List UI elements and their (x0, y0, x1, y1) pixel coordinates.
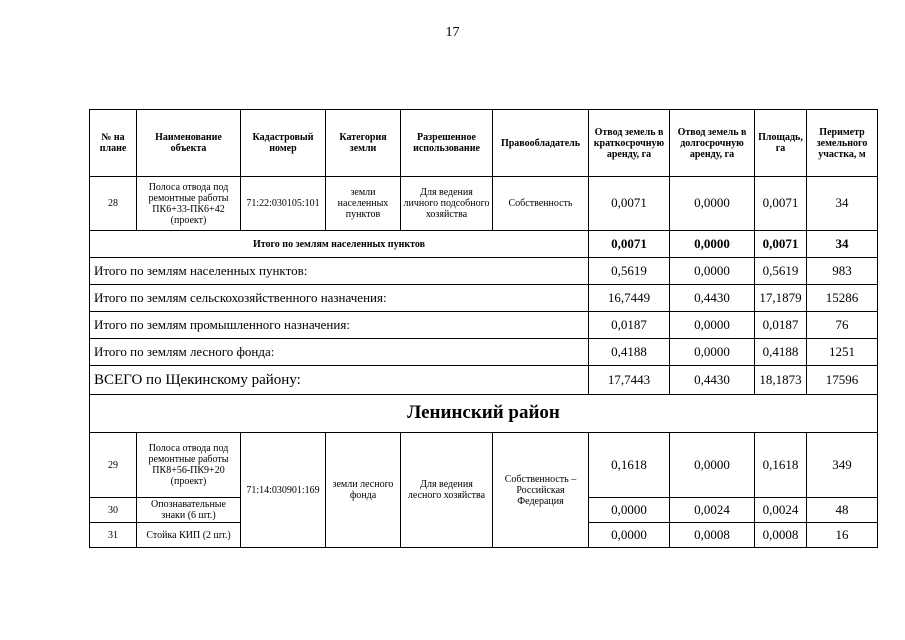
header-category: Категория земли (326, 110, 401, 177)
page-number: 17 (445, 25, 460, 40)
row-permitted-use: Для ведения личного подсобного хозяйства (401, 177, 493, 231)
total-area: 0,0187 (755, 312, 807, 339)
row-long-lease: 0,0008 (670, 523, 755, 548)
district-title: Ленинский район (90, 395, 878, 433)
row-num: 29 (90, 433, 137, 498)
header-short-lease: Отвод земель в краткосрочную аренду, га (589, 110, 670, 177)
header-area: Площадь, га (755, 110, 807, 177)
total-row (90, 285, 878, 312)
row-owner: Собственность (493, 177, 589, 231)
total-long-lease: 0,4430 (670, 285, 755, 312)
row-area: 0,0008 (755, 523, 807, 548)
total-area: 0,5619 (755, 258, 807, 285)
row-area: 0,1618 (755, 433, 807, 498)
header-name: Наименование объекта (137, 110, 241, 177)
row-long-lease: 0,0024 (670, 498, 755, 523)
row-long-lease: 0,0000 (670, 177, 755, 231)
grand-total-label: ВСЕГО по Щекинскому району: (90, 366, 589, 395)
grand-total-area: 18,1873 (755, 366, 807, 395)
group-owner: Собственность – Российская Федерация (493, 433, 589, 548)
row-perimeter: 16 (807, 523, 878, 548)
total-row (90, 339, 878, 366)
subtotal-row (90, 231, 878, 258)
row-short-lease: 0,0071 (589, 177, 670, 231)
total-perimeter: 983 (807, 258, 878, 285)
header-long-lease: Отвод земель в долгосрочную аренду, га (670, 110, 755, 177)
row-name: Полоса отвода под ремонтные работы ПК8+56-ПК9+20 (проект) (137, 433, 241, 498)
subtotal-label: Итого по землям населенных пунктов (90, 231, 589, 258)
row-area: 0,0071 (755, 177, 807, 231)
row-name: Стойка КИП (2 шт.) (137, 523, 241, 548)
total-area: 0,4188 (755, 339, 807, 366)
total-short-lease: 0,4188 (589, 339, 670, 366)
grand-total-short-lease: 17,7443 (589, 366, 670, 395)
row-short-lease: 0,0000 (589, 523, 670, 548)
grand-total-row (90, 366, 878, 395)
group-cadastral: 71:14:030901:169 (241, 433, 326, 548)
header-num: № на плане (90, 110, 137, 177)
district-row (90, 395, 878, 433)
total-long-lease: 0,0000 (670, 258, 755, 285)
row-area: 0,0024 (755, 498, 807, 523)
grand-total-long-lease: 0,4430 (670, 366, 755, 395)
subtotal-long-lease: 0,0000 (670, 231, 755, 258)
land-allocation-table (89, 109, 878, 548)
row-perimeter: 349 (807, 433, 878, 498)
total-short-lease: 16,7449 (589, 285, 670, 312)
total-perimeter: 1251 (807, 339, 878, 366)
header-cadastral: Кадастровый номер (241, 110, 326, 177)
total-area: 17,1879 (755, 285, 807, 312)
total-row (90, 312, 878, 339)
total-label: Итого по землям сельскохозяйственного назначения: (90, 285, 589, 312)
row-cadastral: 71:22:030105:101 (241, 177, 326, 231)
row-perimeter: 48 (807, 498, 878, 523)
total-short-lease: 0,0187 (589, 312, 670, 339)
total-perimeter: 76 (807, 312, 878, 339)
row-perimeter: 34 (807, 177, 878, 231)
subtotal-area: 0,0071 (755, 231, 807, 258)
row-category: земли населенных пунктов (326, 177, 401, 231)
header-perimeter: Периметр земельного участка, м (807, 110, 878, 177)
grand-total-perimeter: 17596 (807, 366, 878, 395)
total-row (90, 258, 878, 285)
total-label: Итого по землям населенных пунктов: (90, 258, 589, 285)
row-num: 30 (90, 498, 137, 523)
table-row (90, 177, 878, 231)
group-permitted-use: Для ведения лесного хозяйства (401, 433, 493, 548)
header-permitted-use: Разрешенное использование (401, 110, 493, 177)
header-owner: Правообладатель (493, 110, 589, 177)
row-name: Опознавательные знаки (6 шт.) (137, 498, 241, 523)
row-num: 31 (90, 523, 137, 548)
total-long-lease: 0,0000 (670, 312, 755, 339)
row-short-lease: 0,1618 (589, 433, 670, 498)
row-long-lease: 0,0000 (670, 433, 755, 498)
table-row (90, 433, 878, 498)
row-short-lease: 0,0000 (589, 498, 670, 523)
total-long-lease: 0,0000 (670, 339, 755, 366)
total-short-lease: 0,5619 (589, 258, 670, 285)
subtotal-perimeter: 34 (807, 231, 878, 258)
row-num: 28 (90, 177, 137, 231)
row-name: Полоса отвода под ремонтные работы ПК6+33-ПК6+42 (проект) (137, 177, 241, 231)
total-perimeter: 15286 (807, 285, 878, 312)
table-header-row (90, 110, 878, 177)
total-label: Итого по землям лесного фонда: (90, 339, 589, 366)
total-label: Итого по землям промышленного назначения: (90, 312, 589, 339)
group-category: земли лесного фонда (326, 433, 401, 548)
subtotal-short-lease: 0,0071 (589, 231, 670, 258)
